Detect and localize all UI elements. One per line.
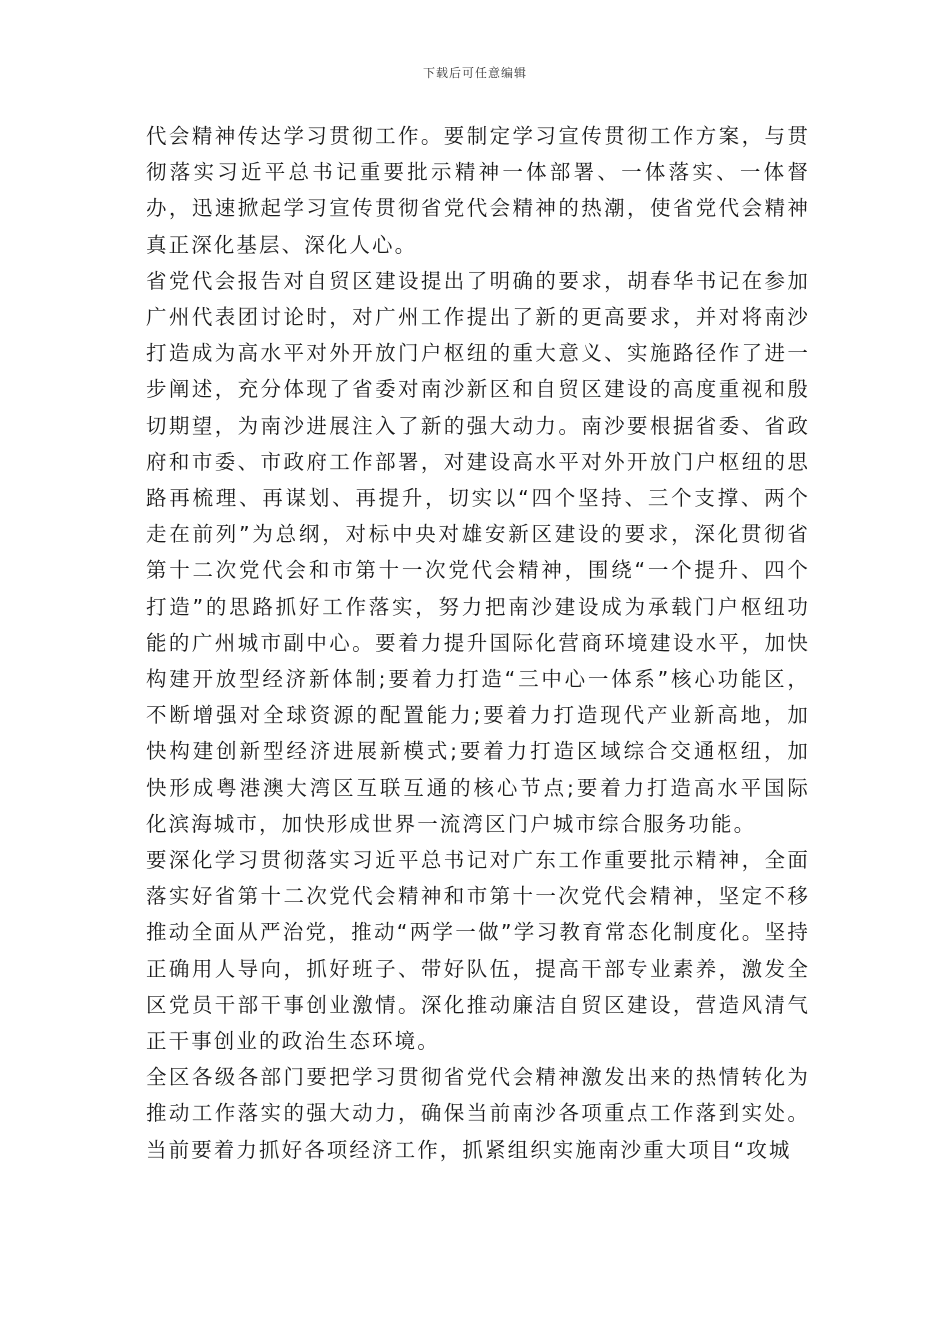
document-body bbox=[146, 118, 810, 1168]
paragraph: 全区各级各部门要把学习贯彻省党代会精神激发出来的热情转化为推动工作落实的强大动力，确保当前南沙各项重点工作落到实处。当前要着力抓好各项经济工作，抓紧组织实施南沙重大项目“攻城 bbox=[146, 1065, 810, 1162]
page-header: 下载后可任意编辑 bbox=[422, 66, 527, 80]
paragraph: 省党代会报告对自贸区建设提出了明确的要求，胡春华书记在参加广州代表团讨论时，对广州工作提出了新的更高要求，并对将南沙打造成为高水平对外开放门户枢纽的重大意义、实施路径作了进一步阐述，充分体现了省委对南沙新区和自贸区建设的高度重视和殷切期望，为南沙进展注入了新的强大动力。南沙要根据省委、省政府和市委、市政府工作部署，对建设高水平对外开放门户枢纽的思路再梳理、再谋划、再提升，切实以“四个坚持、三个支撑、两个走在前列”为总纲，对标中央对雄安新区建设的要求，深化贯彻省第十二次党代会和市第十一次党代会精神，围绕“一个提升、四个打造”的思路抓好工作落实，努力把南沙建设成为承载门户枢纽功能的广州城市副中心。要着力提升国际化营商环境建设水平，加快构建开放型经济新体制;要着力打造“三中心一体系”核心功能区，不断增强对全球资源的配置能力;要着力打造现代产业新高地，加快构建创新型经济进展新模式;要着力打造区域综合交通枢纽，加快形成粤港澳大湾区互联互通的核心节点;要着力打造高水平国际化滨海城市，加快形成世界一流湾区门户城市综合服务功能。 bbox=[146, 268, 810, 836]
paragraph: 要深化学习贯彻落实习近平总书记对广东工作重要批示精神，全面落实好省第十二次党代会精神和市第十一次党代会精神，坚定不移推动全面从严治党，推动“两学一做”学习教育常态化制度化。坚持正确用人导向，抓好班子、带好队伍，提高干部专业素养，激发全区党员干部干事创业激情。深化推动廉洁自贸区建设，营造风清气正干事创业的政治生态环境。 bbox=[146, 848, 810, 1054]
paragraph: 代会精神传达学习贯彻工作。要制定学习宣传贯彻工作方案，与贯彻落实习近平总书记重要批示精神一体部署、一体落实、一体督办，迅速掀起学习宣传贯彻省党代会精神的热潮，使省党代会精神真正深化基层、深化人心。 bbox=[146, 124, 810, 257]
